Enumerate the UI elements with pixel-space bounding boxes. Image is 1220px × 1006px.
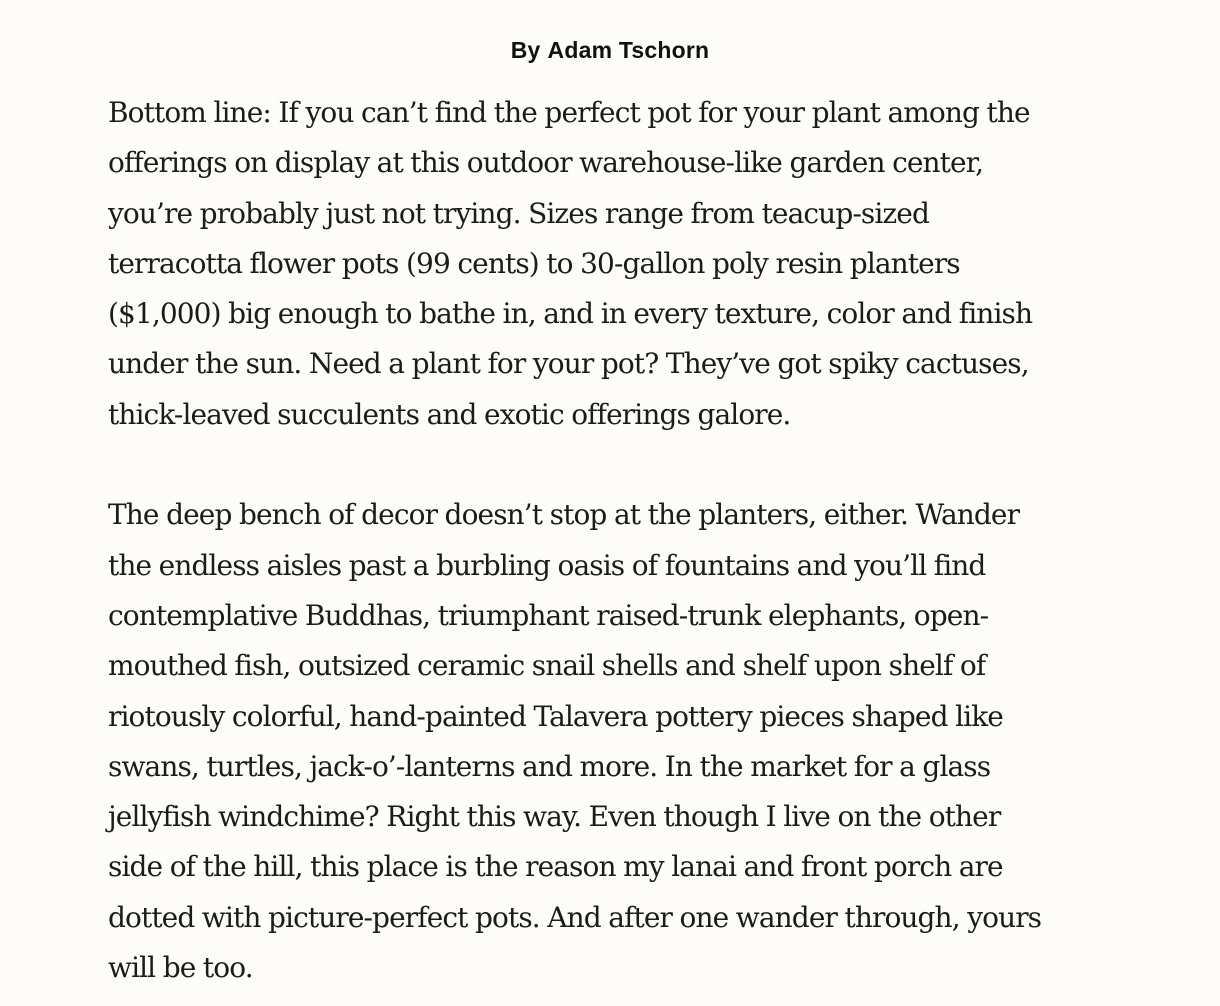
byline-prefix: By bbox=[510, 37, 541, 63]
paragraph-line: you’re probably just not trying. Sizes range from teacup-sized bbox=[108, 196, 929, 230]
paragraph-line: terracotta flower pots (99 cents) to 30-gallon poly resin planters bbox=[108, 246, 960, 280]
paragraph-bottom-line bbox=[108, 88, 1108, 440]
paragraph-line: dotted with picture-perfect pots. And after one wander through, yours bbox=[108, 900, 1042, 934]
paragraph-line: side of the hill, this place is the reason my lanai and front porch are bbox=[108, 850, 1003, 884]
paragraph-line: under the sun. Need a plant for your pot? They’ve got spiky cactuses, bbox=[108, 347, 1029, 381]
byline bbox=[0, 34, 1220, 66]
paragraph-line: contemplative Buddhas, triumphant raised-trunk elephants, open- bbox=[108, 598, 989, 632]
paragraph-decor bbox=[108, 490, 1108, 993]
paragraph-line: Bottom line: If you can’t find the perfect pot for your plant among the bbox=[108, 96, 1030, 129]
paragraph-line: the endless aisles past a burbling oasis of fountains and you’ll find bbox=[108, 548, 986, 582]
paragraph-line: The deep bench of decor doesn’t stop at the planters, either. Wander bbox=[108, 498, 1020, 532]
article-body bbox=[108, 88, 1108, 993]
paragraph-line: ($1,000) big enough to bathe in, and in every texture, color and finish bbox=[108, 297, 1033, 331]
author-name: Adam Tschorn bbox=[547, 37, 710, 63]
paragraph-line: mouthed fish, outsized ceramic snail shells and shelf upon shelf of bbox=[108, 649, 986, 683]
paragraph-line: offerings on display at this outdoor warehouse-like garden center, bbox=[108, 146, 984, 180]
paragraph-line: riotously colorful, hand-painted Talavera pottery pieces shaped like bbox=[108, 699, 1003, 733]
paragraph-line: swans, turtles, jack-o’-lanterns and more. In the market for a glass bbox=[108, 749, 991, 783]
paragraph-line: will be too. bbox=[108, 951, 253, 985]
paragraph-line: jellyfish windchime? Right this way. Even though I live on the other bbox=[108, 800, 1001, 834]
paragraph-line: thick-leaved succulents and exotic offerings galore. bbox=[108, 397, 791, 431]
